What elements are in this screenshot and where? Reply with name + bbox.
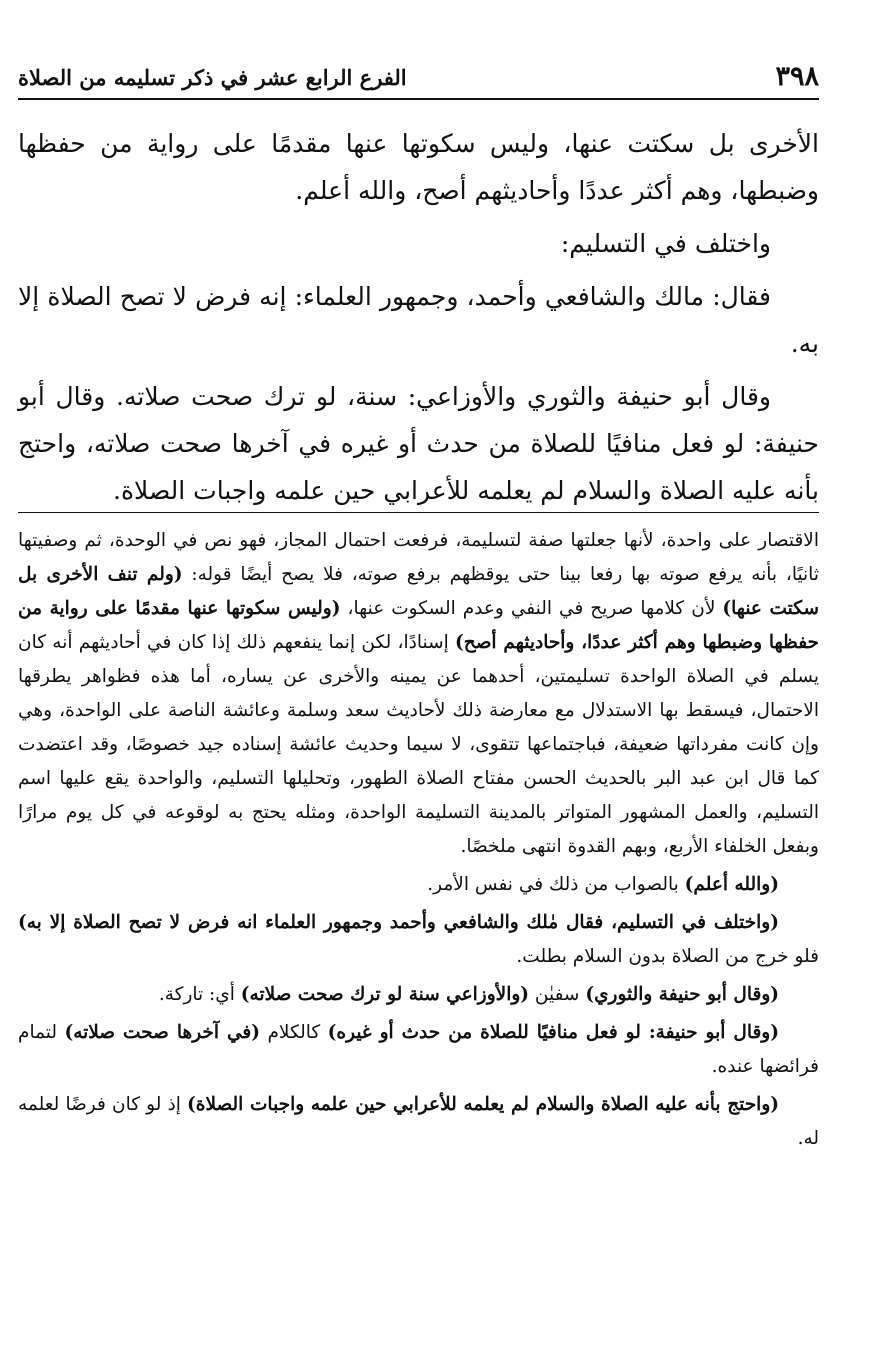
quoted-matn: (في آخرها صحت صلاته) bbox=[64, 1022, 261, 1043]
main-paragraph: الأخرى بل سكتت عنها، وليس سكوتها عنها مقدمًا على رواية من حفظها وضبطها، وهم أكثر عددًا وأحاديثهم أصح، والله أعلم. bbox=[18, 129, 819, 205]
quoted-matn: (وليس سكوتها عنها مقدمًا على رواية من حفظها وضبطها وهم أكثر عددًا، وأحاديثهم أصح) bbox=[18, 598, 819, 653]
commentary-paragraph bbox=[18, 1088, 819, 1156]
commentary-text: إذ لو كان فرضًا لعلمه له. bbox=[18, 1094, 819, 1149]
commentary-text: لتمام فرائضها عنده. bbox=[18, 1022, 819, 1077]
commentary-paragraph bbox=[18, 906, 819, 974]
quoted-matn: (واحتج بأنه عليه الصلاة والسلام لم يعلمه للأعرابي حين علمه واجبات الصلاة) bbox=[187, 1094, 780, 1115]
footnote-separator bbox=[18, 512, 819, 513]
commentary-paragraph bbox=[18, 524, 819, 864]
main-text bbox=[18, 120, 819, 520]
main-paragraph: وقال أبو حنيفة والثوري والأوزاعي: سنة، لو ترك صحت صلاته. وقال أبو حنيفة: لو فعل منافيًا للصلاة من حدث أو غيره في آخرها صحت صلاته، واحتج بأنه عليه الصلاة والسلام لم يعلمه للأعرابي حين علمه واجبات الصلاة. bbox=[18, 382, 819, 505]
commentary-paragraph bbox=[18, 868, 819, 902]
page-number: ٣٩٨ bbox=[775, 61, 819, 92]
commentary-paragraph bbox=[18, 1016, 819, 1084]
quoted-matn: (وقال أبو حنيفة والثوري) bbox=[585, 984, 779, 1005]
quoted-matn: (ولم تنف الأخرى بل سكتت عنها) bbox=[18, 564, 819, 619]
quoted-matn: (واختلف في التسليم، فقال مٰلك والشافعي وأحمد وجمهور العلماء انه فرض لا تصح الصلاة إلا به) bbox=[18, 912, 779, 933]
main-paragraph: واختلف في التسليم: bbox=[560, 229, 771, 258]
commentary-text: لأن كلامها صريح في النفي وعدم السكوت عنها، bbox=[340, 598, 723, 619]
commentary-text: إسنادًا، لكن إنما ينفعهم ذلك إذا كان في أحاديثهم أنه كان يسلم في الصلاة الواحدة تسليمتين، أحدهما عن يمينه والأخرى عن يساره، أما هذه فظواهر يطرقها الاحتمال، فيسقط بها الاستدلال مع معارضة ذلك لأحاديث سعد وسلمة وعائشة الناصة على الواحدة، وهي وإن كانت مفرداتها ضعيفة، فباجتماعها تتقوى، لا سيما وحديث عائشة إسناده جيد خصوصًا، وقد اعتضدت كما قال ابن عبد البر بالحديث الحسن مفتاح الصلاة الطهور، وتحليلها التسليم، والواحدة يقع عليها اسم التسليم، والعمل المشهور المتواتر بالمدينة التسليمة الواحدة، ومثله يحتج به لوقوعه في كل يوم مرارًا وبفعل الخلفاء الأربع، وبهم القدوة انتهى ملخصًا. bbox=[18, 632, 819, 857]
commentary-text: بالصواب من ذلك في نفس الأمر. bbox=[427, 874, 685, 895]
commentary-text: سفيٰن bbox=[529, 984, 586, 1005]
commentary-text: الاقتصار على واحدة، لأنها جعلتها صفة لتسليمة، فرفعت احتمال المجاز، فهو نص في الوحدة، ثم وصفيتها ثانيًا، بأنه يرفع صوته بها رفعا بينا حتى يوقظهم برفع صوته، فلا يصح أيضًا قوله: bbox=[18, 530, 819, 585]
main-paragraph: فقال: مالك والشافعي وأحمد، وجمهور العلماء: إنه فرض لا تصح الصلاة إلا به. bbox=[18, 282, 819, 358]
running-title: الفرع الرابع عشر في ذكر تسليمه من الصلاة bbox=[18, 65, 407, 90]
quoted-matn: (والأوزاعي سنة لو ترك صحت صلاته) bbox=[240, 984, 530, 1005]
commentary bbox=[18, 524, 819, 1160]
quoted-matn: (والله أعلم) bbox=[684, 874, 779, 895]
commentary-paragraph bbox=[18, 978, 819, 1012]
commentary-text: فلو خرج من الصلاة بدون السلام بطلت. bbox=[516, 946, 819, 967]
page-header bbox=[18, 58, 819, 100]
quoted-matn: (وقال أبو حنيفة: لو فعل منافيًا للصلاة من حدث أو غيره) bbox=[327, 1022, 779, 1043]
commentary-text: أي: تاركة. bbox=[158, 984, 241, 1005]
commentary-text: كالكلام bbox=[260, 1022, 328, 1043]
